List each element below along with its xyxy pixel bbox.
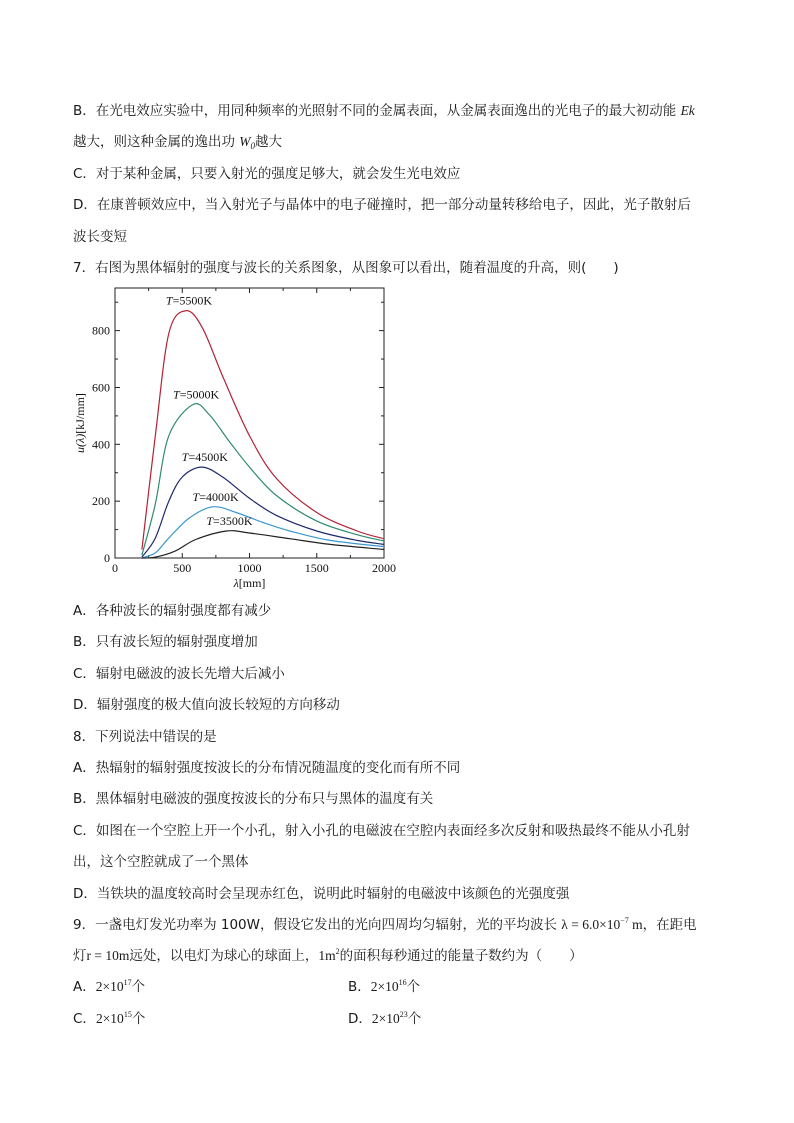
- q7-option-b: B．只有波长短的辐射强度增加: [73, 634, 258, 650]
- q6-option-d-line2: 波长变短: [73, 229, 127, 245]
- q6-b-w0: [239, 134, 255, 149]
- q9-c-unit: 个: [131, 1011, 146, 1027]
- q9-d-exp: 23: [399, 1010, 408, 1019]
- q9-lambda: [561, 917, 642, 932]
- q9-stem-line2: [73, 946, 583, 966]
- x-axis-label: λ[mm]: [233, 576, 266, 590]
- q8-option-a: A．热辐射的辐射强度按波长的分布情况随温度的变化而有所不同: [73, 760, 461, 776]
- q6-b-text2: 越大，则这种金属的逸出功: [73, 134, 235, 150]
- q6-b-text: B．在光电效应实验中，用同种频率的光照射不同的金属表面，从金属表面逸出的光电子的最大初动能: [73, 103, 677, 119]
- q8-option-b: B．黑体辐射电磁波的强度按波长的分布只与黑体的温度有关: [73, 791, 434, 807]
- q9-option-c: [73, 1009, 145, 1029]
- q9-area: [318, 948, 339, 963]
- q9-area-val: 1m: [318, 948, 336, 963]
- x-tick-label: 1500: [304, 561, 329, 575]
- q9-b-exp: 16: [398, 978, 407, 987]
- x-tick-label: 500: [173, 561, 192, 575]
- series-label-3: T=4000K: [192, 489, 239, 504]
- q8-option-d: D．当铁块的温度较高时会呈现赤红色，说明此时辐射的电磁波中该颜色的光强度强: [73, 886, 570, 902]
- q9-a-exp: 17: [123, 978, 132, 987]
- q9-a-unit: 个: [131, 979, 146, 995]
- q8-option-c-line1: C．如图在一个空腔上开一个小孔，射入小孔的电磁波在空腔内表面经多次反射和吸热最终不能从小孔射: [73, 823, 690, 839]
- q6-b-w-sub: 0: [250, 141, 256, 151]
- q6-option-b-line1: [73, 101, 695, 121]
- series-line-2: [142, 467, 384, 557]
- series-label-1: T=5000K: [173, 387, 220, 402]
- q9-text3: 灯: [73, 948, 87, 964]
- q9-c-label: C．: [73, 1011, 96, 1027]
- q8-stem: 8．下列说法中错误的是: [73, 729, 217, 745]
- q6-b-ek: Ek: [680, 103, 695, 118]
- x-tick-label: 0: [112, 561, 118, 575]
- x-tick-label: 1000: [237, 561, 262, 575]
- q9-lambda-expr: λ = 6.0×10: [561, 917, 621, 932]
- q8-option-c-line2: 出，这个空腔就成了一个黑体: [73, 854, 249, 870]
- q9-c-exp: 15: [123, 1010, 132, 1019]
- q9-d-mant: 2×10: [371, 1011, 400, 1026]
- y-tick-label: 400: [92, 437, 110, 452]
- q9-r: r = 10m: [86, 948, 130, 963]
- q9-stem-line1: [73, 915, 697, 935]
- q9-option-b: [348, 977, 420, 997]
- q9-text4: 远处，以电灯为球心的球面上，: [129, 948, 319, 964]
- q9-a-label: A．: [73, 979, 96, 995]
- q7-stem: 7．右图为黑体辐射的强度与波长的关系图象，从图象可以看出，随着温度的升高，则( ): [73, 260, 619, 276]
- q9-c-mant: 2×10: [95, 1011, 124, 1026]
- series-label-0: T=5500K: [165, 293, 213, 308]
- q6-option-c: C．对于某种金属，只要入射光的强度足够大，就会发生光电效应: [73, 166, 461, 182]
- series-line-4: [142, 531, 384, 558]
- y-tick-label: 600: [92, 380, 110, 395]
- q7-option-d: D．辐射强度的极大值向波长较短的方向移动: [73, 697, 340, 713]
- q7-option-a: A．各种波长的辐射强度都有减少: [73, 603, 272, 619]
- series-label-2: T=4500K: [181, 450, 228, 465]
- y-tick-label: 200: [92, 494, 110, 509]
- blackbody-radiation-chart: [70, 283, 410, 593]
- q9-d-label: D．: [348, 1011, 372, 1027]
- y-tick-label: 0: [104, 551, 110, 565]
- q7-option-c: C．辐射电磁波的波长先增大后减小: [73, 666, 285, 682]
- q9-a-mant: 2×10: [95, 979, 124, 994]
- q9-option-a: [73, 977, 145, 997]
- q9-area-exp: 2: [335, 947, 340, 956]
- q9-lambda-unit: m: [628, 917, 643, 932]
- q6-b-text3: 越大: [255, 134, 283, 150]
- q9-d-unit: 个: [407, 1011, 422, 1027]
- q9-text1: 9．一盏电灯发光功率为 100W，假设它发出的光向四周均匀辐射，光的平均波长: [73, 917, 557, 933]
- q9-b-unit: 个: [406, 979, 421, 995]
- y-tick-label: 800: [92, 323, 110, 338]
- q9-option-d: [348, 1009, 421, 1029]
- q6-option-d-line1: D．在康普顿效应中，当入射光子与晶体中的电子碰撞时，把一部分动量转移给电子，因此，光子散射后: [73, 197, 691, 213]
- q9-text5: 的面积每秒通过的能量子数约为（ ）: [339, 948, 583, 964]
- x-tick-label: 2000: [372, 561, 396, 575]
- q9-b-mant: 2×10: [370, 979, 399, 994]
- series-line-0: [142, 311, 384, 550]
- series-line-1: [142, 404, 384, 556]
- q9-lambda-exp: −7: [620, 916, 629, 925]
- q9-text2: ，在距电: [642, 917, 697, 933]
- series-label-4: T=3500K: [206, 514, 253, 528]
- q6-option-b-line2: [73, 132, 282, 152]
- q6-b-w: W: [239, 134, 251, 149]
- q9-b-label: B．: [348, 979, 371, 995]
- y-axis-label: u(λ)[kJ/mm]: [73, 393, 87, 453]
